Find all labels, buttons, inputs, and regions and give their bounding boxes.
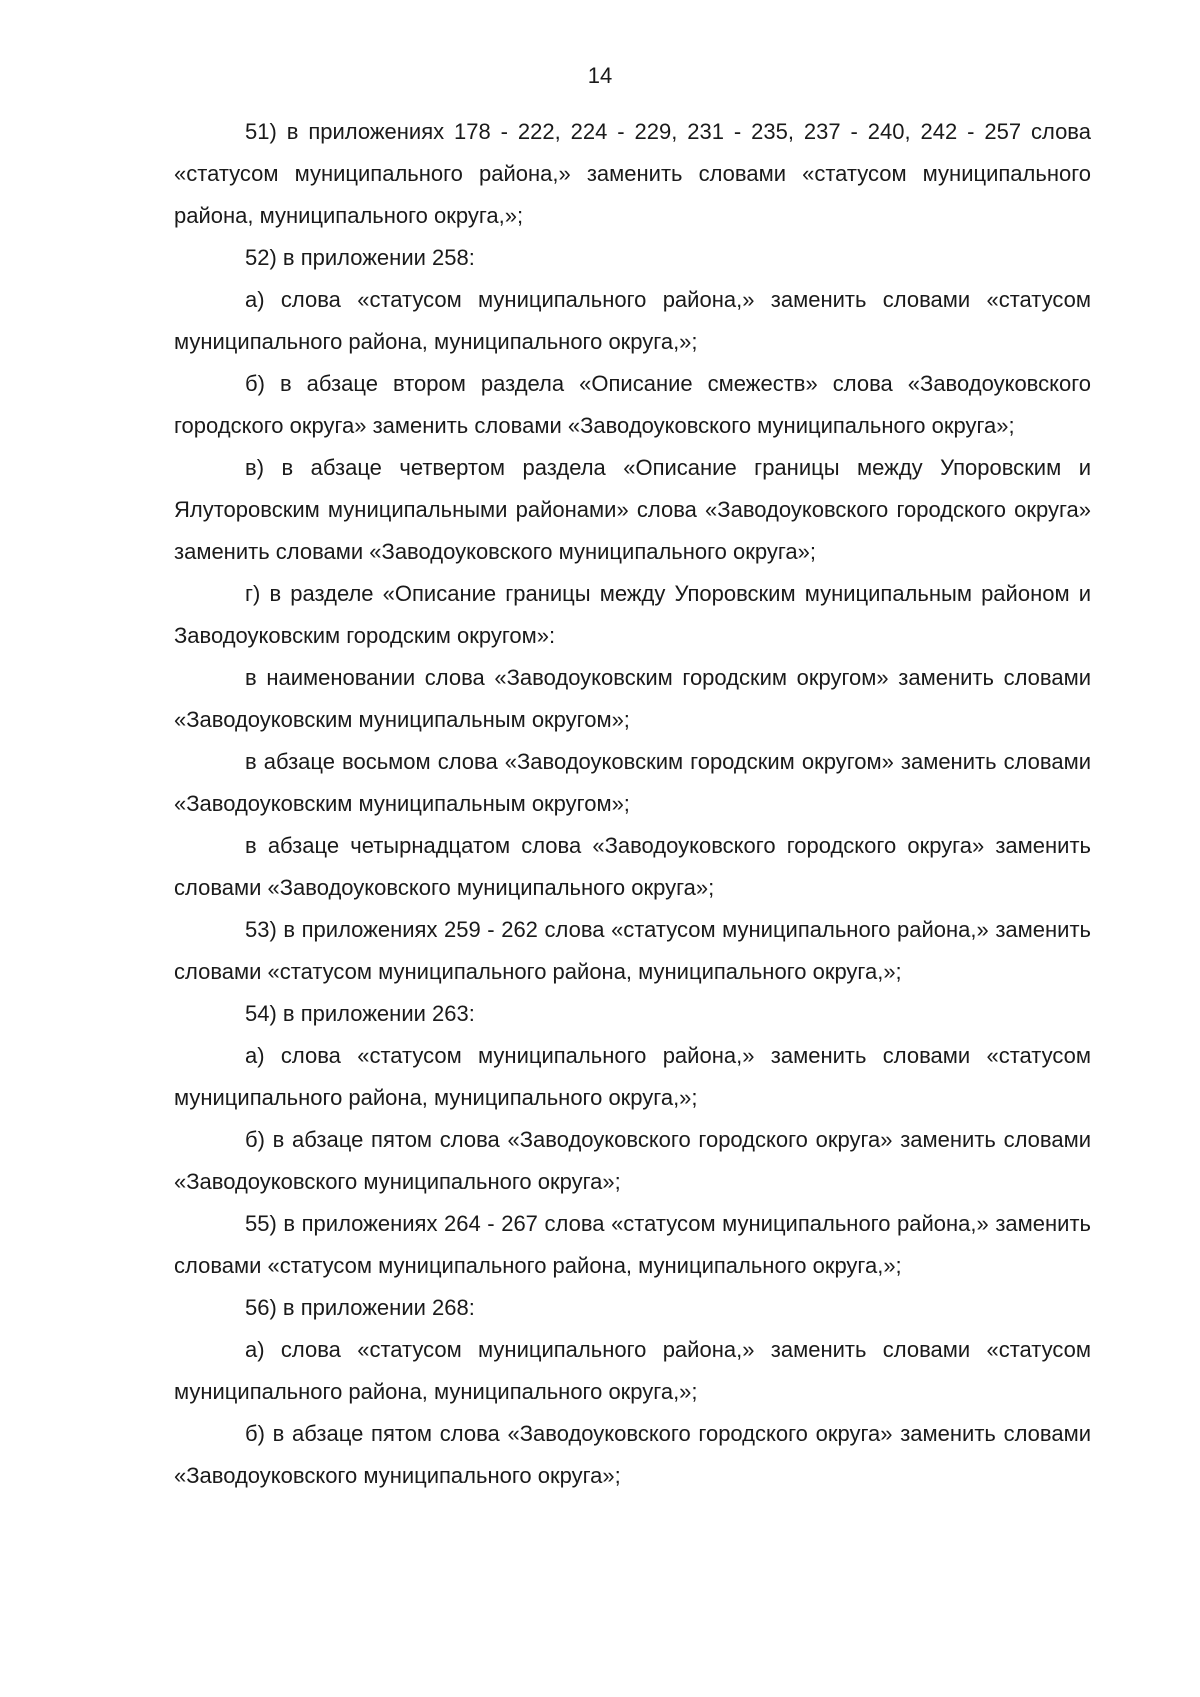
paragraph-54-a: а) слова «статусом муниципального района,» заменить словами «статусом муниципального района, муниципального округа,»; — [174, 1043, 1091, 1110]
document-body — [174, 111, 1091, 1497]
paragraph-52-g: г) в разделе «Описание границы между Упоровским муниципальным районом и Заводоуковским городским округом»: — [174, 581, 1091, 648]
paragraph-56-a: а) слова «статусом муниципального района,» заменить словами «статусом муниципального района, муниципального округа,»; — [174, 1337, 1091, 1404]
paragraph-55: 55) в приложениях 264 - 267 слова «статусом муниципального района,» заменить словами «статусом муниципального района, муниципального округа,»; — [174, 1211, 1091, 1278]
paragraph-56-b: б) в абзаце пятом слова «Заводоуковского городского округа» заменить словами «Заводоуковского муниципального округа»; — [174, 1421, 1091, 1488]
paragraph-52-a: а) слова «статусом муниципального района,» заменить словами «статусом муниципального района, муниципального округа,»; — [174, 287, 1091, 354]
paragraph-56: 56) в приложении 268: — [245, 1295, 475, 1320]
paragraph-52-b: б) в абзаце втором раздела «Описание смежеств» слова «Заводоуковского городского округа» заменить словами «Заводоуковского муниципального округа»; — [174, 371, 1091, 438]
paragraph-54-b: б) в абзаце пятом слова «Заводоуковского городского округа» заменить словами «Заводоуковского муниципального округа»; — [174, 1127, 1091, 1194]
paragraph-53: 53) в приложениях 259 - 262 слова «статусом муниципального района,» заменить словами «статусом муниципального района, муниципального округа,»; — [174, 917, 1091, 984]
paragraph-51: 51) в приложениях 178 - 222, 224 - 229, 231 - 235, 237 - 240, 242 - 257 слова «статусом муниципального района,» заменить словами «статусом муниципального района, муниципального округа,»; — [174, 119, 1091, 228]
paragraph-52-v: в) в абзаце четвертом раздела «Описание границы между Упоровским и Ялуторовским муниципальными районами» слова «Заводоуковского городского округа» заменить словами «Заводоуковского муниципального округа»; — [174, 455, 1091, 564]
paragraph-52-g-fourteenth: в абзаце четырнадцатом слова «Заводоуковского городского округа» заменить словами «Заводоуковского муниципального округа»; — [174, 833, 1091, 900]
paragraph-52: 52) в приложении 258: — [245, 245, 475, 270]
paragraph-54: 54) в приложении 263: — [245, 1001, 475, 1026]
paragraph-52-g-eighth: в абзаце восьмом слова «Заводоуковским городским округом» заменить словами «Заводоуковским муниципальным округом»; — [174, 749, 1091, 816]
page-number: 14 — [587, 63, 613, 88]
paragraph-52-g-title: в наименовании слова «Заводоуковским городским округом» заменить словами «Заводоуковским муниципальным округом»; — [174, 665, 1091, 732]
